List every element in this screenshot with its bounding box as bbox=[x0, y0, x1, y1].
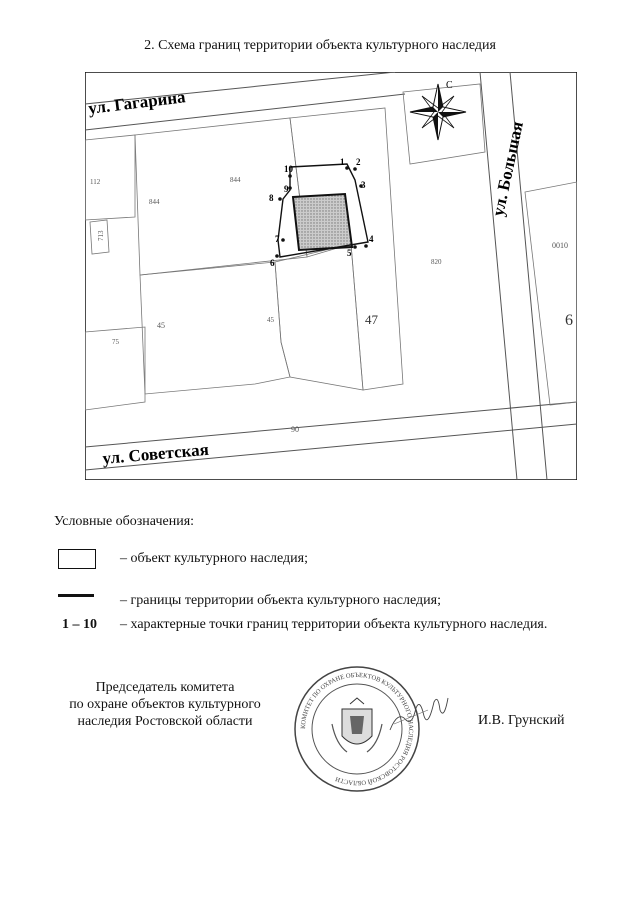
legend-boundary-swatch bbox=[58, 594, 94, 597]
svg-text:КОМИТЕТ ПО ОХРАНЕ ОБЪЕКТОВ КУЛ: КОМИТЕТ ПО ОХРАНЕ ОБЪЕКТОВ КУЛЬТУРНОГО НАСЛЕДИЯ РОСТОВСКОЙ ОБЛАСТИ bbox=[299, 671, 415, 787]
signatory-title bbox=[50, 679, 280, 730]
boundary-point-2 bbox=[353, 167, 357, 171]
boundary-map bbox=[85, 72, 577, 480]
point-label-2: 2 bbox=[356, 157, 361, 167]
point-label-8: 8 bbox=[269, 193, 274, 203]
parcel-label-75: 75 bbox=[112, 338, 119, 346]
point-label-10: 10 bbox=[284, 164, 293, 174]
point-label-4: 4 bbox=[369, 234, 374, 244]
signature-mark bbox=[388, 690, 450, 736]
point-label-1: 1 bbox=[340, 157, 345, 167]
legend-object-text: – объект культурного наследия; bbox=[120, 551, 308, 566]
signatory-name: И.В. Грунский bbox=[478, 713, 565, 728]
boundary-point-8 bbox=[278, 197, 282, 201]
signatory-line-1: Председатель комитета bbox=[95, 680, 235, 695]
boundary-point-9 bbox=[288, 186, 292, 190]
page-title: 2. Схема границ территории объекта культурного наследия bbox=[144, 38, 496, 53]
boundary-point-5 bbox=[353, 245, 357, 249]
parcel-label-713: 713 bbox=[97, 230, 105, 241]
street-sovetskaya: ул. Советская bbox=[101, 439, 210, 468]
parcel-label-844b: 844 bbox=[149, 198, 160, 206]
parcel-label-820: 820 bbox=[431, 258, 442, 266]
point-label-9: 9 bbox=[284, 184, 289, 194]
parcel-label-47: 47 bbox=[365, 312, 378, 327]
map-frame bbox=[85, 72, 577, 480]
parcel-label-45a: 45 bbox=[157, 321, 165, 330]
parcel-label-90: 90 bbox=[291, 425, 299, 434]
point-label-3: 3 bbox=[361, 180, 366, 190]
legend-object-swatch bbox=[58, 549, 96, 569]
parcel-label-112: 112 bbox=[90, 178, 101, 186]
parcel-label-844a: 844 bbox=[230, 176, 241, 184]
boundary-point-10 bbox=[288, 174, 292, 178]
signatory-line-3: наследия Ростовской области bbox=[77, 714, 253, 729]
point-label-7: 7 bbox=[275, 234, 280, 244]
signatory-line-2: по охране объектов культурного bbox=[69, 697, 261, 712]
point-label-6: 6 bbox=[270, 258, 275, 268]
boundary-point-4 bbox=[364, 244, 368, 248]
heritage-object bbox=[293, 194, 352, 250]
boundary-point-7 bbox=[281, 238, 285, 242]
parcel-label-0010: 0010 bbox=[552, 241, 568, 250]
compass-north-label: С bbox=[446, 80, 453, 91]
boundary-point-6 bbox=[275, 254, 279, 258]
street-bolshaya: ул. Большая bbox=[488, 119, 527, 218]
street-gagarina: ул. Гагарина bbox=[87, 87, 187, 118]
parcel-label-45b: 45 bbox=[267, 316, 274, 324]
legend-boundary-text: – границы территории объекта культурного наследия; bbox=[120, 593, 441, 608]
legend-points-range: 1 – 10 bbox=[62, 617, 97, 632]
boundary-point-1 bbox=[345, 166, 349, 170]
legend-title: Условные обозначения: bbox=[54, 514, 195, 529]
point-label-5: 5 bbox=[347, 248, 352, 258]
legend-points-text: – характерные точки границ территории объекта культурного наследия. bbox=[120, 617, 548, 632]
parcel-label-6: 6 bbox=[565, 312, 573, 329]
